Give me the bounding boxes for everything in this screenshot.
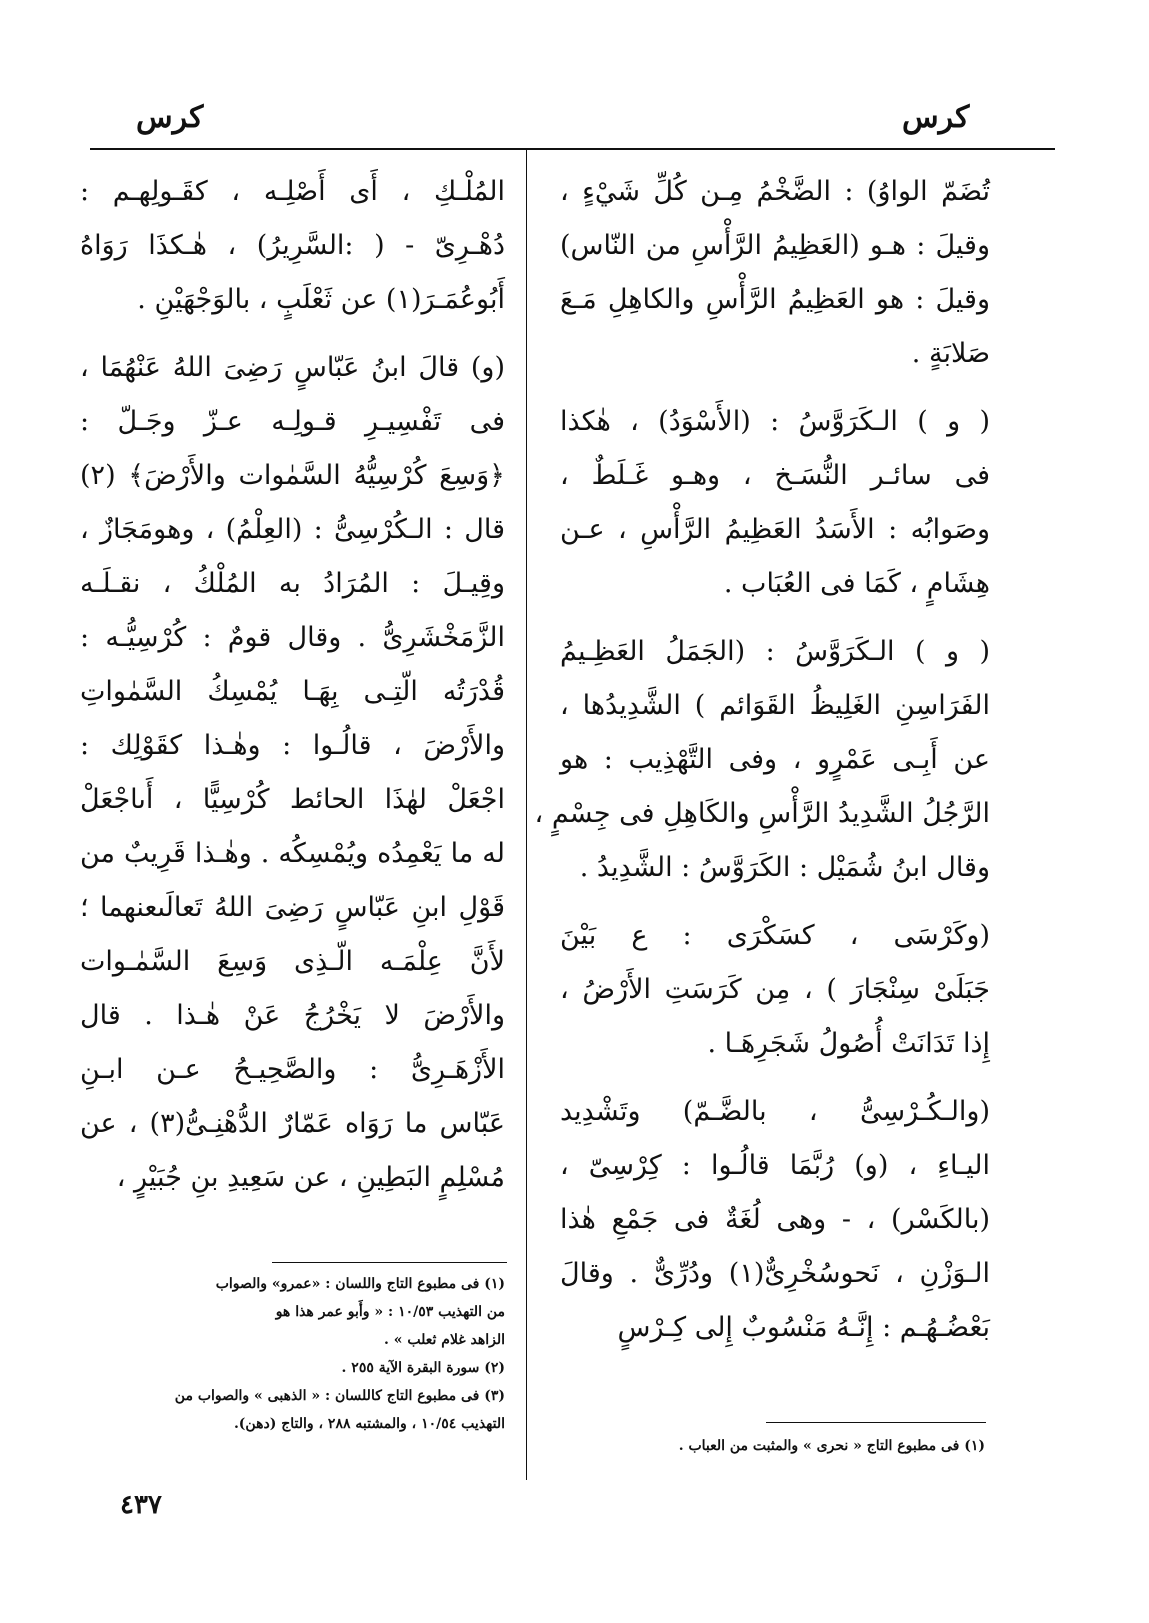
text-line: المُلْـكِ ، أَى أَصْلِـه ، كقَـولِهـم : [80,176,505,207]
text-line: وقال ابنُ شُمَيْل : الكَرَوَّسُ : الشَّدِيدُ . [579,852,990,883]
footnote-line: (٣) فى مطبوع التاج كاللسان : « الذهبى » والصواب من [174,1388,505,1404]
text-line: الزَّمَخْشَرِىُّ . وقال قومٌ : كُرْسِيُّـه : [80,622,505,653]
text-line: لأَنَّ عِلْمَـه الّـذِى وَسِعَ السَّمٰـوات [80,946,505,977]
footnote-line: (٢) سورة البقرة الآية ٢٥٥ . [341,1360,505,1376]
text-line: الأَزْهَـرِىُّ : والصَّحِيـحُ عـن ابـنِ [80,1054,505,1085]
text-line: ( و ) الـكَرَوَّسُ : (الجَمَلُ العَظِـيمُ [560,636,990,667]
paragraph [80,341,505,1205]
text-line: صَلابَةٍ . [911,338,990,369]
text-line: أَبُوعُمَـرَ(١) عن ثَعْلَبٍ ، بالوَجْهَيْنِ . [137,284,505,315]
text-line: الـوَزْنِ ، نَحوسُخْرِىٌّ(١) ودُرِّىٌّ . وقالَ [560,1258,990,1289]
text-line: هِشَامٍ ، كَمَا فى العُبَاب . [723,568,990,599]
text-line: ﴿وَسِعَ كُرْسِيُّهُ السَّمٰوات والأَرْضَ﴾ (٢) [80,460,505,491]
text-line: (و) قالَ ابنُ عَبّاسٍ رَضِىَ اللهُ عَنْهُمَا ، [80,352,505,383]
text-line: قَوْلِ ابنِ عَبّاسٍ رَضِىَ اللهُ تَعالَىعنهما ؛ [80,892,505,923]
text-line: وقيلَ : هو العَظِيمُ الرَّأْسِ والكاهِلِ مَـعَ [560,284,990,315]
text-line: ( و ) الـكَرَوَّسُ : (الأَسْوَدُ) ، هٰكذا [560,406,990,437]
text-line: إِذا تَدَانَتْ أُصُولُ شَجَرِهَـا . [707,1028,990,1059]
footnote-line: (١) فى مطبوع التاج واللسان : «عمرو» والصواب [215,1276,505,1292]
text-line: والأَرْضَ لا يَخْرُجُ عَنْ هٰـذا . قال [80,1000,505,1031]
text-line: (بالكَسْر) ، - وهى لُغَةٌ فى جَمْعِ هٰذا [560,1204,990,1235]
paragraph [560,165,990,381]
text-line: والأَرْضَ ، قالُـوا : وهٰـذا كقَوْلِك : [80,730,505,761]
header-rule [90,148,1055,150]
text-line: تُضَمّ الواوُ) : الضَّخْمُ مِـن كُلِّ شَيْءٍ ، [560,176,990,207]
footnote-rule-left [272,1262,507,1263]
text-line: دُهْـرِىّ - ( :السَّرِيرُ) ، هٰـكذَا رَوَاهُ [80,230,505,261]
footnote-line: التهذيب ١٠/٥٤ ، والمشتبه ٢٨٨ ، والتاج (دهن). [233,1416,505,1432]
paragraph [560,395,990,611]
footnotes-right [600,1432,985,1460]
paragraph [560,909,990,1071]
right-column [534,165,990,1369]
text-line: فى تَفْسِيـرِ قـولِـه عـزّ وجَـلّ : [80,406,505,437]
paragraph [560,1085,990,1355]
text-line: له ما يَعْمِدُه ويُمْسِكُه . وهٰـذا قَرِيبٌ من [80,838,505,869]
footnote-rule-right [766,1422,986,1423]
paragraph [534,625,990,895]
text-line: وقِيـلَ : المُرَادُ به المُلْكُ ، نقـلَـه [80,568,505,599]
footnotes-left [85,1270,505,1438]
column-divider [526,150,527,1480]
text-line: الفَرَاسِنِ الغَلِيظُ القَوَائم ) الشَّدِيدُها ، [560,690,990,721]
text-line: قُدْرَتُه الّتِـى بِهَـا يُمْسِكُ السَّمٰواتِ [80,676,505,707]
text-line: عن أَبِـى عَمْرٍو ، وفى التَّهْذِيب : هو [560,744,990,775]
text-line: فى سائـر النُّسَـخ ، وهـو غَـلَطٌ ، [560,460,990,491]
text-line: الرَّجُلُ الشَّدِيدُ الرَّأْسِ والكَاهِلِ فى جِسْمٍ ، [534,798,990,829]
text-line: عَبّاس ما رَوَاه عَمّارٌ الدُّهْنِـىُّ(٣) ، عن [80,1108,505,1139]
text-line: جَبَلَىْ سِنْجَارَ ) ، مِن كَرَسَتِ الأَرْضُ ، [560,974,990,1005]
header-entry-word-left: كرس [136,100,204,135]
text-line: اليـاءِ ، (و) رُبَّمَا قالُـوا : كِرْسِىّ ، [560,1150,990,1181]
paragraph [80,165,505,327]
text-line: اجْعَلْ لهٰذَا الحائط كُرْسِيًّا ، أَىاجْعَلْ [80,784,505,815]
text-line: وصَوابُه : الأَسَدُ العَظِيمُ الرَّأْسِ ، عـن [560,514,990,545]
footnote-line: من التهذيب ١٠/٥٣ : « وأَبو عمر هذا هو [275,1304,505,1320]
page-number: ٤٣٧ [120,1490,162,1520]
footnote-line: الزاهد غلام ثعلب » . [384,1332,505,1348]
text-line: بَعْضُـهُـم : إِنَّـهُ مَنْسُوبٌ إِلى كِـرْسٍ [617,1312,990,1343]
footnote-line: (١) فى مطبوع التاج « نحرى » والمثبت من العباب . [678,1438,985,1454]
text-line: وقيلَ : هـو (العَظِيمُ الرَّأْسِ من النّاس) [560,230,990,261]
text-line: (والـكُـرْسِىُّ ، بالضَّـمّ) وتَشْدِيد [560,1096,990,1127]
text-line: مُسْلِمٍ البَطِينِ ، عن سَعِيدِ بنِ جُبَيْرٍ ، [116,1162,505,1193]
header-entry-word-right: كرس [902,100,970,135]
text-line: (وكَرْسَى ، كسَكْرَى : ع بَيْنَ [560,920,990,951]
text-line: قال : الـكُرْسِىُّ : (العِلْمُ) ، وهومَجَازٌ ، [80,514,505,545]
left-column [80,165,505,1219]
